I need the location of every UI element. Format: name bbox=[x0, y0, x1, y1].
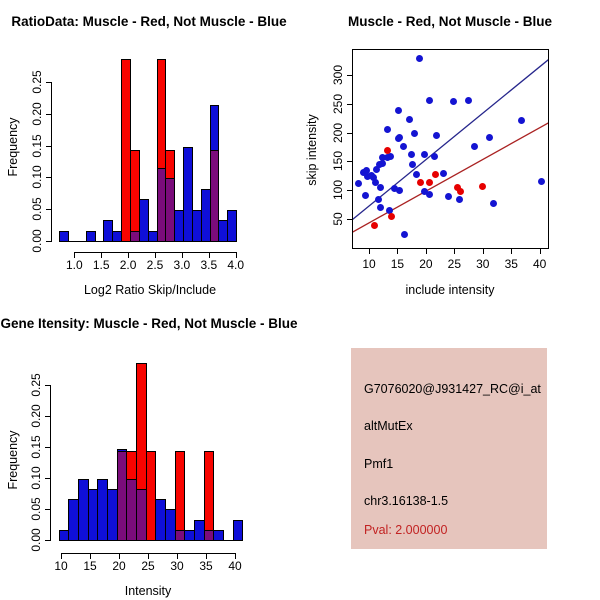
x-tick-label: 10 bbox=[362, 256, 376, 271]
y-tick-label: 0.20 bbox=[30, 102, 44, 126]
x-tick bbox=[483, 249, 484, 254]
y-tick-label: 0.10 bbox=[29, 466, 43, 490]
y-tick bbox=[347, 75, 352, 76]
scatter-point-not-muscle bbox=[396, 134, 403, 141]
y-tick bbox=[347, 219, 352, 220]
scatter-point-not-muscle bbox=[355, 180, 362, 187]
probe-id-text: G7076020@J931427_RC@i_at bbox=[364, 382, 541, 396]
x-tick-label: 15 bbox=[390, 256, 405, 271]
scatter-point-muscle bbox=[426, 179, 433, 186]
x-tick-label: 20 bbox=[112, 559, 126, 573]
scatter-point-muscle bbox=[371, 222, 378, 229]
hist-bar-segment bbox=[165, 150, 175, 179]
scatter-title: Muscle - Red, Not Muscle - Blue bbox=[347, 14, 553, 29]
y-tick-label: 250 bbox=[330, 94, 345, 115]
gene-hist-xlabel: Intensity bbox=[124, 584, 172, 598]
y-tick bbox=[347, 161, 352, 162]
x-tick-label: 40 bbox=[228, 559, 242, 573]
y-tick bbox=[347, 104, 352, 105]
y-tick-label: 150 bbox=[330, 151, 345, 172]
scatter-point-not-muscle bbox=[490, 200, 497, 207]
y-tick-label: 100 bbox=[330, 180, 345, 201]
x-tick bbox=[397, 249, 398, 254]
scatter-point-not-muscle bbox=[400, 143, 407, 150]
scatter-point-muscle bbox=[479, 183, 486, 190]
gene-info-panel bbox=[351, 348, 547, 549]
x-tick bbox=[540, 249, 541, 254]
x-tick-label: 2.0 bbox=[119, 258, 137, 272]
x-tick-label: 30 bbox=[476, 256, 490, 271]
scatter-point-not-muscle bbox=[518, 117, 525, 124]
x-tick-label: 25 bbox=[447, 256, 462, 271]
y-tick bbox=[347, 133, 352, 134]
ratio-hist-xlabel: Log2 Ratio Skip/Include bbox=[83, 283, 217, 297]
y-tick bbox=[45, 447, 50, 448]
gene-name-text: Pmf1 bbox=[364, 457, 394, 471]
scatter-point-not-muscle bbox=[409, 161, 416, 168]
y-tick bbox=[45, 509, 50, 510]
y-tick bbox=[46, 241, 51, 242]
x-tick-label: 30 bbox=[170, 559, 184, 573]
y-tick-label: 0.20 bbox=[29, 404, 43, 428]
y-tick-label: 0.05 bbox=[30, 197, 44, 221]
x-tick-label: 10 bbox=[54, 559, 68, 573]
y-tick bbox=[46, 177, 51, 178]
scatter-point-not-muscle bbox=[413, 171, 420, 178]
hist-bar-segment bbox=[175, 451, 186, 530]
x-tick-label: 25 bbox=[141, 559, 155, 573]
y-tick bbox=[46, 114, 51, 115]
scatter-point-not-muscle bbox=[396, 187, 403, 194]
x-tick bbox=[369, 249, 370, 254]
scatter-ylabel: skip intensity bbox=[305, 114, 319, 186]
event-type-text: altMutEx bbox=[364, 419, 413, 433]
x-tick-label: 3.5 bbox=[200, 258, 218, 272]
x-tick-label: 20 bbox=[419, 256, 433, 271]
scatter-point-not-muscle bbox=[384, 126, 391, 133]
hist-bar-segment bbox=[227, 210, 237, 242]
x-tick-label: 35 bbox=[504, 256, 518, 271]
gene-hist-title: Gene Itensity: Muscle - Red, Not Muscle - Blue bbox=[0, 316, 298, 331]
scatter-point-not-muscle bbox=[411, 130, 418, 137]
y-tick bbox=[46, 82, 51, 83]
hist-bar-segment bbox=[210, 105, 220, 151]
hist-bar-segment bbox=[59, 231, 69, 242]
x-tick-label: 35 bbox=[199, 559, 213, 573]
scatter-point-not-muscle bbox=[431, 153, 438, 160]
x-tick-label: 1.0 bbox=[65, 258, 83, 272]
y-tick-label: 50 bbox=[330, 212, 345, 226]
y-tick-label: 0.10 bbox=[30, 165, 44, 190]
y-tick bbox=[46, 146, 51, 147]
y-tick bbox=[45, 540, 50, 541]
x-tick bbox=[426, 249, 427, 254]
hist-bar-segment bbox=[204, 451, 215, 530]
scatter-point-not-muscle bbox=[362, 192, 369, 199]
y-tick-label: 0.15 bbox=[30, 133, 44, 158]
x-tick-label: 3.0 bbox=[173, 258, 191, 272]
ratio-hist-title: RatioData: Muscle - Red, Not Muscle - Blue bbox=[11, 14, 287, 29]
x-tick-label: 40 bbox=[533, 256, 547, 271]
y-tick-label: 200 bbox=[330, 122, 345, 143]
scatter-point-not-muscle bbox=[401, 231, 408, 238]
scatter-point-not-muscle bbox=[465, 97, 472, 104]
x-tick bbox=[454, 249, 455, 254]
scatter-xlabel: include intensity bbox=[405, 283, 495, 297]
fit-lines-layer bbox=[353, 50, 549, 248]
scatter-point-not-muscle bbox=[416, 55, 423, 62]
scatter-point-muscle bbox=[417, 179, 424, 186]
x-tick-label: 15 bbox=[83, 559, 97, 573]
hist-bar-segment bbox=[213, 530, 224, 541]
hist-bar-segment bbox=[86, 231, 96, 242]
gene-hist-ylabel: Frequency bbox=[6, 430, 20, 490]
y-tick-label: 0.15 bbox=[29, 435, 43, 459]
scatter-point-muscle bbox=[457, 188, 464, 195]
y-tick-label: 0.25 bbox=[29, 373, 43, 397]
y-tick-label: 0.25 bbox=[30, 70, 44, 94]
y-tick bbox=[46, 209, 51, 210]
ratio-hist-ylabel: Frequency bbox=[6, 117, 20, 177]
hist-bar-segment bbox=[233, 520, 244, 541]
y-tick-label: 0.00 bbox=[29, 528, 43, 552]
x-tick-label: 4.0 bbox=[227, 258, 245, 272]
scatter-plot-area bbox=[352, 49, 549, 248]
scatter-point-not-muscle bbox=[450, 98, 457, 105]
y-tick-label: 0.05 bbox=[29, 497, 43, 521]
x-tick-label: 2.5 bbox=[146, 258, 164, 272]
y-tick-label: 0.00 bbox=[30, 229, 44, 253]
x-tick bbox=[511, 249, 512, 254]
y-tick bbox=[45, 416, 50, 417]
x-tick-label: 1.5 bbox=[92, 258, 110, 272]
y-tick-label: 300 bbox=[330, 65, 345, 86]
y-tick bbox=[45, 478, 50, 479]
y-tick bbox=[45, 385, 50, 386]
scatter-point-not-muscle bbox=[486, 134, 493, 141]
y-tick bbox=[347, 190, 352, 191]
pval-text: Pval: 2.000000 bbox=[364, 523, 448, 537]
y-axis-line bbox=[50, 385, 51, 541]
chromosome-location-text: chr3.16138-1.5 bbox=[364, 494, 449, 508]
y-axis-line bbox=[51, 82, 52, 242]
